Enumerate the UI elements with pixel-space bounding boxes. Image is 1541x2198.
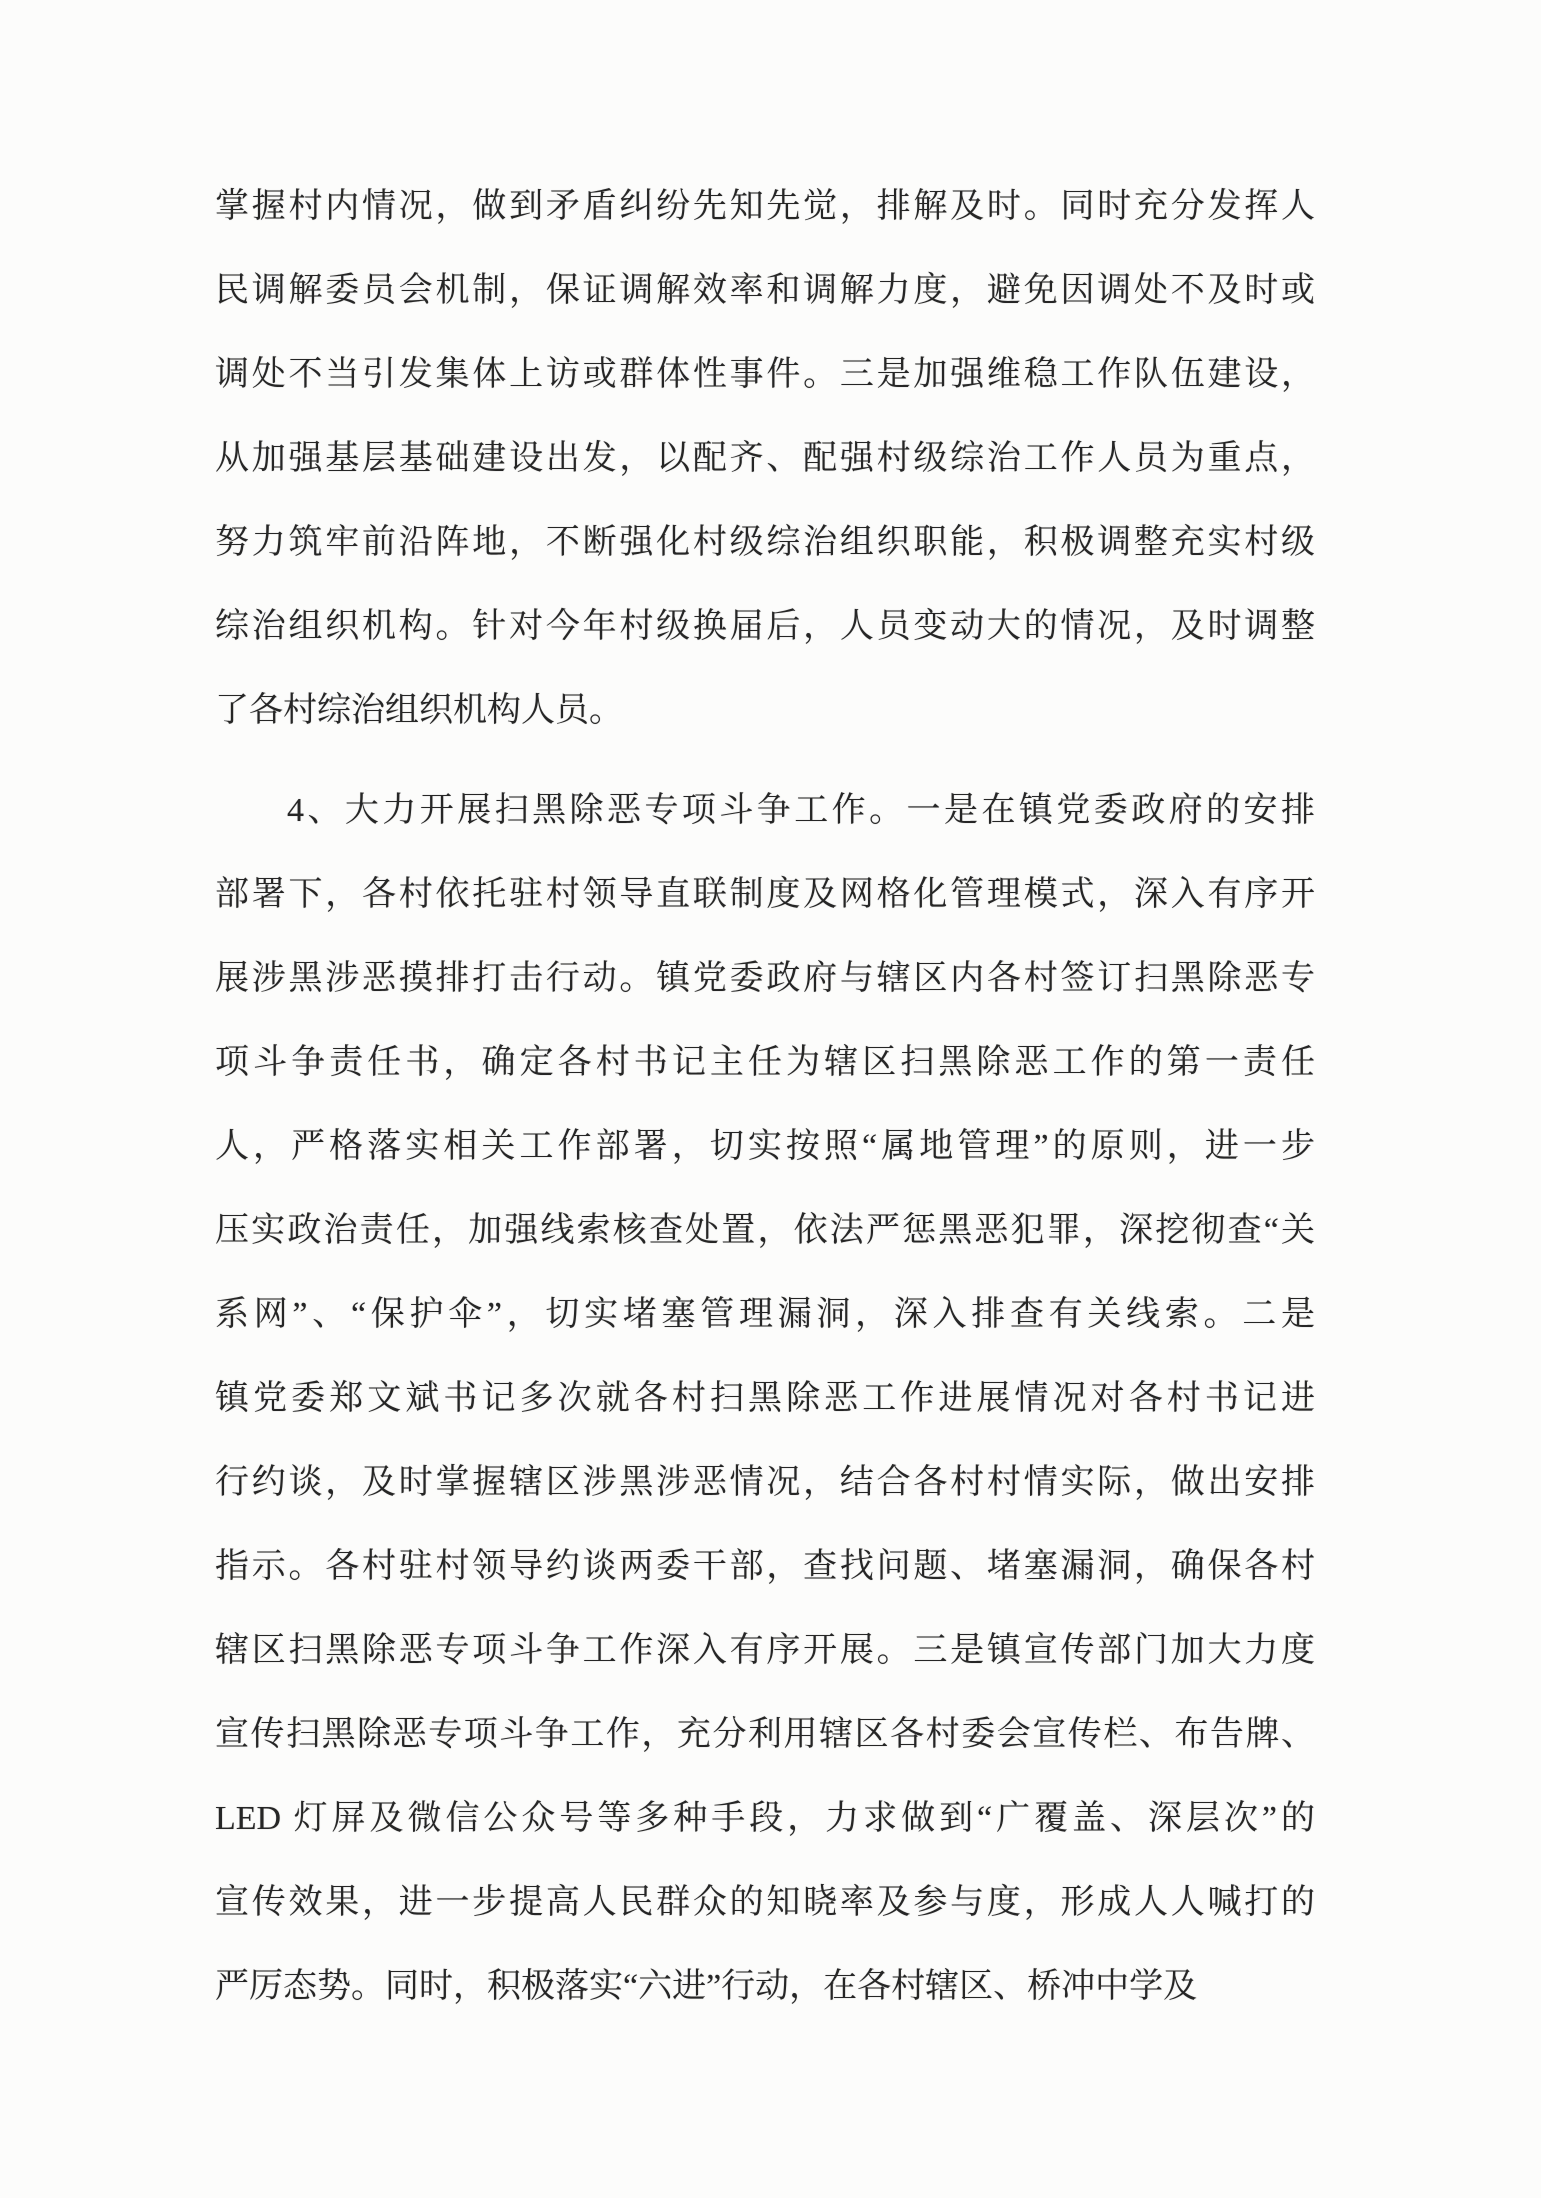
text-line: 4、大力开展扫黑除恶专项斗争工作。一是在镇党委政府的安排 bbox=[287, 792, 1315, 829]
text-line: LED 灯屏及微信公众号等多种手段，力求做到“广覆盖、深层次”的 bbox=[215, 1800, 1315, 1837]
text-line: 宣传效果，进一步提高人民群众的知晓率及参与度，形成人人喊打的 bbox=[215, 1884, 1315, 1921]
text-line: 严厉态势。同时，积极落实“六进”行动，在各村辖区、桥冲中学及 bbox=[215, 1968, 1198, 2005]
paragraph bbox=[215, 769, 1315, 2029]
text-line: 部署下，各村依托驻村领导直联制度及网格化管理模式，深入有序开 bbox=[215, 876, 1315, 913]
text-line: 宣传扫黑除恶专项斗争工作，充分利用辖区各村委会宣传栏、布告牌、 bbox=[215, 1716, 1315, 1753]
text-line: 行约谈，及时掌握辖区涉黑涉恶情况，结合各村村情实际，做出安排 bbox=[215, 1464, 1315, 1501]
text-line: 人，严格落实相关工作部署，切实按照“属地管理”的原则，进一步 bbox=[215, 1128, 1315, 1165]
text-line: 掌握村内情况，做到矛盾纠纷先知先觉，排解及时。同时充分发挥人 bbox=[215, 188, 1315, 225]
text-line: 辖区扫黑除恶专项斗争工作深入有序开展。三是镇宣传部门加大力度 bbox=[215, 1632, 1315, 1669]
text-line: 系网”、“保护伞”，切实堵塞管理漏洞，深入排查有关线索。二是 bbox=[215, 1296, 1315, 1333]
text-line: 民调解委员会机制，保证调解效率和调解力度，避免因调处不及时或 bbox=[215, 272, 1315, 309]
text-line: 了各村综治组织机构人员。 bbox=[215, 692, 623, 729]
paragraph bbox=[215, 165, 1315, 753]
text-line: 从加强基层基础建设出发，以配齐、配强村级综治工作人员为重点， bbox=[215, 440, 1315, 477]
text-line: 项斗争责任书，确定各村书记主任为辖区扫黑除恶工作的第一责任 bbox=[215, 1044, 1315, 1081]
text-line: 展涉黑涉恶摸排打击行动。镇党委政府与辖区内各村签订扫黑除恶专 bbox=[215, 960, 1315, 997]
text-line: 调处不当引发集体上访或群体性事件。三是加强维稳工作队伍建设， bbox=[215, 356, 1315, 393]
text-line: 压实政治责任，加强线索核查处置，依法严惩黑恶犯罪，深挖彻查“关 bbox=[215, 1212, 1315, 1249]
text-line: 努力筑牢前沿阵地，不断强化村级综治组织职能，积极调整充实村级 bbox=[215, 524, 1315, 561]
text-line: 镇党委郑文斌书记多次就各村扫黑除恶工作进展情况对各村书记进 bbox=[215, 1380, 1315, 1417]
document-body bbox=[215, 165, 1315, 2029]
text-line: 综治组织机构。针对今年村级换届后，人员变动大的情况，及时调整 bbox=[215, 608, 1315, 645]
text-line: 指示。各村驻村领导约谈两委干部，查找问题、堵塞漏洞，确保各村 bbox=[215, 1548, 1315, 1585]
